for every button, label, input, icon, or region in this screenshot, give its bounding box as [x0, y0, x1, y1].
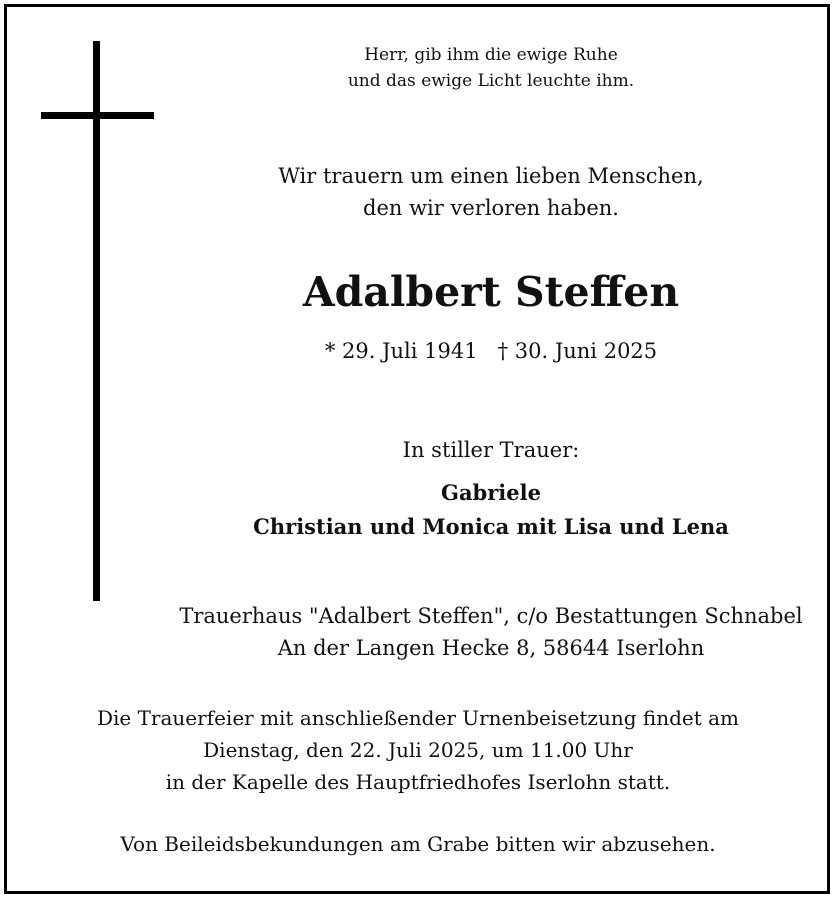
address-line-2: An der Langen Hecke 8, 58644 Iserlohn: [277, 636, 705, 660]
cross-horizontal-bar: [41, 112, 154, 119]
address-line-1: Trauerhaus "Adalbert Steffen", c/o Bestattungen Schnabel: [179, 604, 803, 628]
family-line-1: Gabriele: [441, 480, 541, 505]
intro-line-2: den wir verloren haben.: [363, 196, 619, 220]
service-line-2: Dienstag, den 22. Juli 2025, um 11.00 Uhr: [203, 738, 633, 762]
service-line-3: in der Kapelle des Hauptfriedhofes Iserlohn statt.: [165, 770, 671, 794]
intro-line-1: Wir trauern um einen lieben Menschen,: [278, 164, 704, 188]
prayer-line-1: Herr, gib ihm die ewige Ruhe: [364, 45, 618, 65]
family-line-2: Christian und Monica mit Lisa und Lena: [253, 514, 729, 539]
life-dates: * 29. Juli 1941 † 30. Juni 2025: [324, 339, 658, 363]
mourning-intro: In stiller Trauer:: [402, 438, 580, 462]
condolence-note: Von Beileidsbekundungen am Grabe bitten wir abzusehen.: [120, 832, 716, 856]
service-line-1: Die Trauerfeier mit anschließender Urnenbeisetzung findet am: [96, 706, 740, 730]
prayer-line-2: und das ewige Licht leuchte ihm.: [347, 71, 635, 91]
deceased-name: Adalbert Steffen: [302, 268, 680, 316]
